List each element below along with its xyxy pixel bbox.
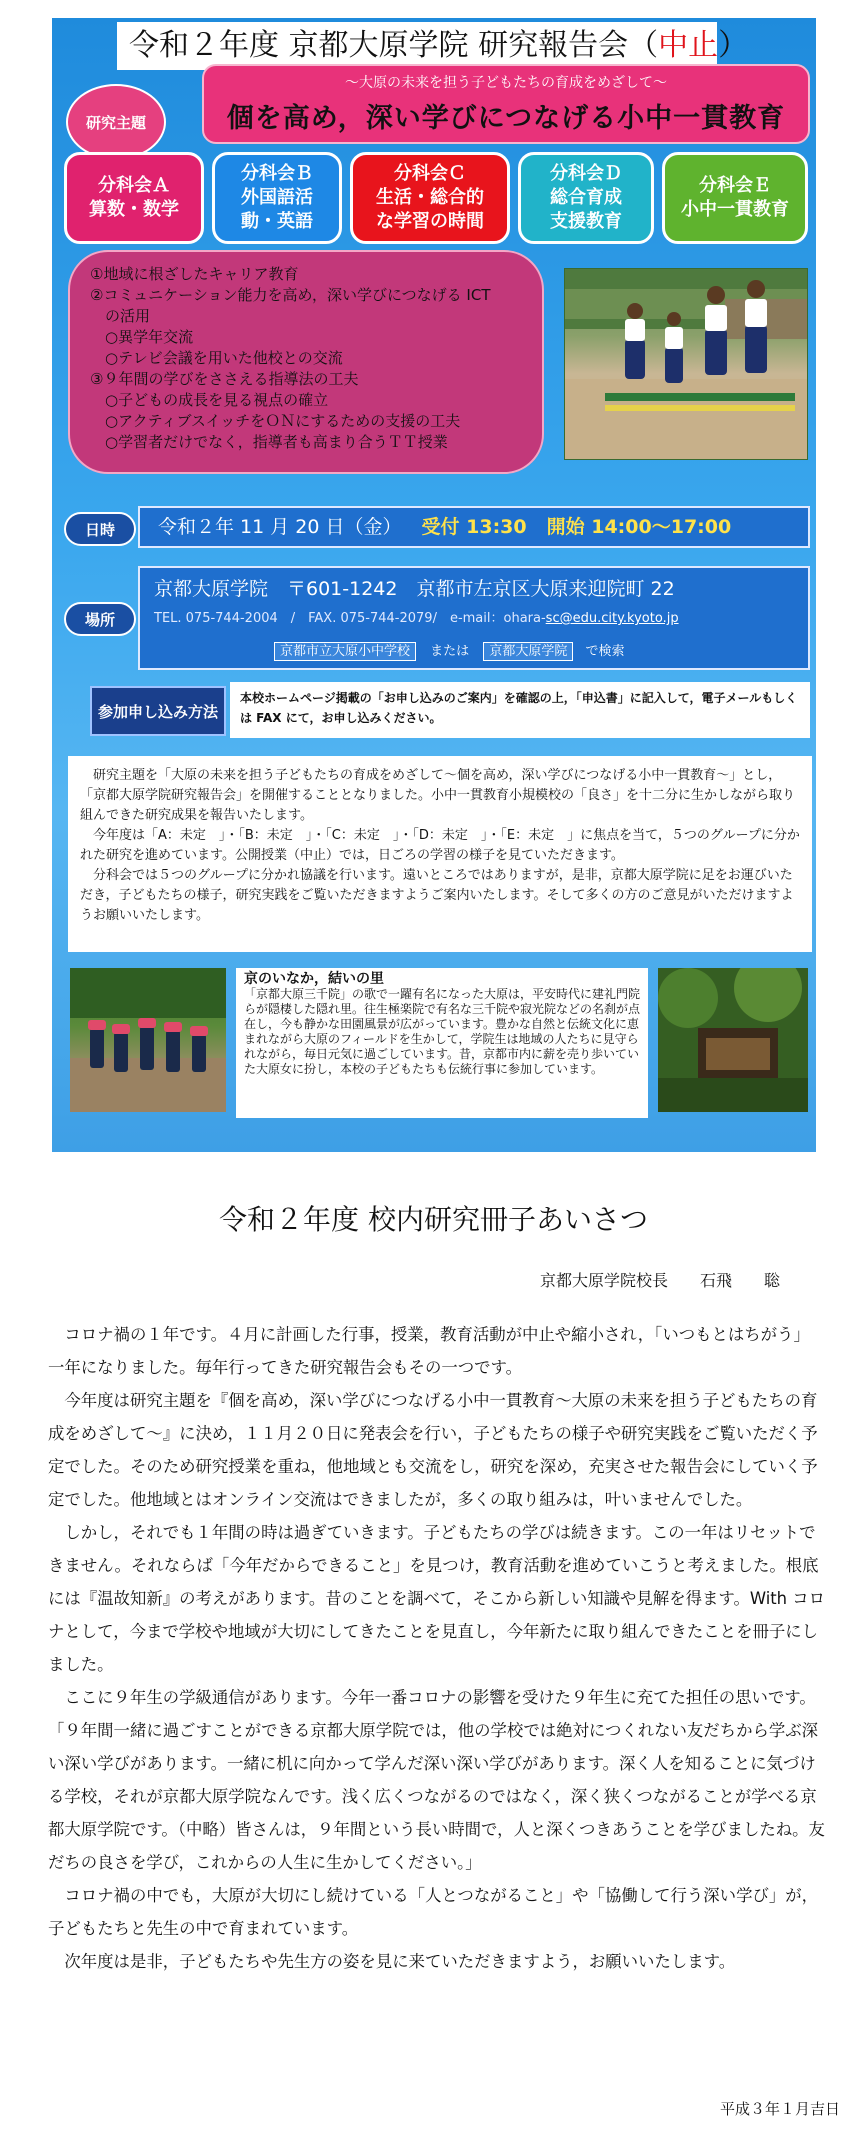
letter-paragraph: しかし，それでも１年間の時は過ぎていきます。子どもたちの学びは続きます。この一年はリセットできません。それならば「今年だからできること」を見つけ，教育活動を進めていこうと考えました。根底には『温故知新』の考えがあります。昔のことを調べて，そこから新しい知識や見解を得ます。With コロナとして，今まで学校や地域が大切にしてきたことを見直し，今年新たに取り組んできたことを冊子にしました。 [48, 1523, 826, 1674]
event-poster [52, 18, 816, 1152]
letter-paragraph: コロナ禍の中でも，大原が大切にし続けている「人とつながること」や「協働して行う深い学び」が，子どもたちと先生の中で育まれています。 [48, 1886, 819, 1938]
poster-title-main: 令和２年度 京都大原学院 研究報告会（ [129, 28, 659, 63]
search-end: で検索 [585, 644, 625, 659]
bunkakai-e [662, 152, 808, 244]
search-term-school: 京都市立大原小中学校 [274, 642, 416, 661]
bunkakai-label: 分科会Ｄ [550, 163, 622, 184]
bunkakai-subject-2: な学習の時間 [376, 211, 484, 232]
focus-line: ③９年間の学びをささえる指導法の工夫 [90, 370, 359, 388]
theme-main-title: 個を高め，深い学びにつなげる小中一貫教育 [226, 103, 786, 134]
poster-title-end: ） [718, 28, 749, 63]
bunkakai-subject: 算数・数学 [89, 199, 179, 220]
poster-title [117, 22, 749, 70]
focus-line: ①地域に根ざしたキャリア教育 [90, 265, 299, 283]
date-box [138, 506, 810, 548]
focus-line: ○学習者だけでなく，指導者も高まり合うＴＴ授業 [90, 433, 448, 451]
focus-line: ○テレビ会議を用いた他校との交流 [90, 349, 343, 367]
venue-tel-fax: TEL. 075-744-2004 / FAX. 075-744-2079/ e-mail：ohara- [154, 611, 546, 626]
intro-paragraph: 研究主題を「大原の未来を担う子どもたちの育成をめざして～個を高め，深い学びにつなげる小中一貫教育～」とし，「京都大原学院研究報告会」を開催することとなりました。小中一貫教育小規模校の「良さ」を十二分に生かしながら取り組んできた研究成果を報告いたします。 [80, 768, 796, 823]
kyo-description [236, 968, 648, 1118]
bunkakai-c [350, 152, 510, 244]
venue-label: 場所 [64, 602, 136, 636]
theme-badge: 研究主題 [66, 84, 166, 160]
bunkakai-label: 分科会Ｂ [241, 163, 313, 184]
letter-paragraph: 今年度は研究主題を『個を高め，深い学びにつなげる小中一貫教育～大原の未来を担う子どもたちの育成をめざして～』に決め，１１月２０日に発表会を行い，子どもたちの様子や研究実践をご覧いただく予定でした。そのため研究授業を重ね，他地域とも交流をし，研究を深め，充実させた報告会にしていく予定でした。他地域とはオンライン交流はできましたが，多くの取り組みは，叶いませんでした。 [48, 1391, 818, 1509]
letter-paragraph: ここに９年生の学級通信があります。今年一番コロナの影響を受けた９年生に充てた担任の思いです。「９年間一緒に過ごすことができる京都大原学院では，他の学校では絶対につくれない友だちから学ぶ深い深い学びがあります。一緒に机に向かって学んだ深い深い学びがあります。深く人を知ることに気づける学校，それが京都大原学院なんです。浅く広くつながるのではなく，深く狭くつながることが学べる京都大原学院です。（中略）皆さんは，９年間という長い時間で，人と深くつきあうことを学びましたね。友だちの良さを学び，これからの人生に生かしてください。」 [48, 1688, 825, 1872]
focus-line: ○子どもの成長を見る視点の確立 [90, 391, 329, 409]
bunkakai-subject-2: 支援教育 [550, 211, 622, 232]
start-time: 開始 14:00～17:00 [546, 516, 732, 538]
reception-time: 受付 13:30 [421, 516, 527, 538]
event-date: 令和２年 11 月 20 日（金） [158, 516, 402, 538]
bunkakai-subject-2: 動・英語 [241, 211, 313, 232]
theme-box [202, 64, 810, 144]
bunkakai-subject: 小中一貫教育 [681, 199, 789, 220]
bunkakai-subject: 外国語活 [241, 187, 313, 208]
intro-text [68, 756, 812, 952]
search-or: または [430, 644, 470, 659]
cancel-label: 中止 [658, 28, 719, 63]
intro-paragraph: 今年度は「A：未定 」・「B：未定 」・「C：未定 」・「D：未定 」・「E：未定 」に焦点を当て，５つのグループに分かれた研究を進めています。公開授業（中止）では，日ごろの学習の様子を見ていただきます。 [80, 828, 800, 863]
bunkakai-d [518, 152, 654, 244]
kyo-text: 「京都大原三千院」の歌で一躍有名になった大原は，平安時代に建礼門院らが隠棲した隠れ里。往生極楽院で有名な三千院や寂光院などの名刹が点在し，今も静かな田園風景が広がっています。豊かな自然と伝統文化に恵まれながら大原のフィールドを生かして，学院生は地域の人たちに見守られながら，毎日元気に過ごしています。昔，京都市内に薪を売り歩いていた大原女に扮し，本校の子どもたちも伝統行事に参加しています。 [244, 987, 641, 1076]
bunkakai-label: 分科会Ｅ [699, 175, 771, 196]
kyo-title: 京のいなか，結いの里 [244, 971, 384, 987]
focus-line: ○異学年交流 [90, 328, 194, 346]
photo-students-running [564, 268, 808, 460]
letter-title: 令和２年度 校内研究冊子あいさつ [219, 1203, 648, 1236]
letter-date: 平成３年１月吉日 [719, 2100, 840, 2118]
focus-line: ②コミュニケーション能力を高め，深い学びにつなげる ICT [90, 286, 491, 304]
theme-subtitle: ～大原の未来を担う子どもたちの育成をめざして～ [345, 75, 667, 91]
research-focus-list [68, 250, 544, 474]
apply-label: 参加申し込み方法 [90, 686, 226, 736]
letter-paragraph: コロナ禍の１年です。４月に計画した行事，授業，教育活動が中止や縮小され，「いつもとはちがう」一年になりました。毎年行ってきた研究報告会もその一つです。 [48, 1325, 810, 1377]
letter-body [48, 1318, 826, 1978]
focus-line: ○アクティブスイッチをＯＮにするための支援の工夫 [90, 412, 461, 430]
bunkakai-a [64, 152, 204, 244]
photo-ohara-parade [70, 968, 226, 1112]
intro-paragraph: 分科会では５つのグループに分かれ協議を行います。遠いところではありますが，是非，京都大原学院に足をお運びいただき，子どもたちの様子，研究実践をご覧いただきますようご案内いたします。そして多くの方のご意見がいただけますようお願いいたします。 [80, 868, 794, 923]
venue-address: 京都大原学院 〒601-1242 京都市左京区大原来迎院町 22 [154, 578, 675, 600]
date-label: 日時 [64, 512, 136, 546]
letter-paragraph: 次年度は是非，子どもたちや先生方の姿を見に来ていただきますよう，お願いいたします。 [64, 1952, 736, 1971]
photo-sanzenin-garden [658, 968, 808, 1112]
bunkakai-subject: 総合育成 [550, 187, 622, 208]
letter-author: 京都大原学院校長 石飛 聡 [540, 1271, 781, 1290]
email-link[interactable]: sc@edu.city.kyoto.jp [545, 611, 679, 626]
bunkakai-label: 分科会Ａ [98, 175, 170, 196]
search-hint [154, 640, 794, 659]
bunkakai-label: 分科会Ｃ [394, 163, 466, 184]
bunkakai-subject: 生活・総合的 [376, 187, 484, 208]
apply-instructions: 本校ホームページ掲載の「お申し込みのご案内」を確認の上，「申込書」に記入して，電子メールもしくは FAX にて，お申し込みください。 [230, 682, 810, 738]
search-term-gakuin: 京都大原学院 [483, 642, 573, 661]
focus-line: の活用 [90, 307, 151, 325]
venue-contact [154, 607, 794, 626]
bunkakai-b [212, 152, 342, 244]
venue-box [138, 566, 810, 670]
